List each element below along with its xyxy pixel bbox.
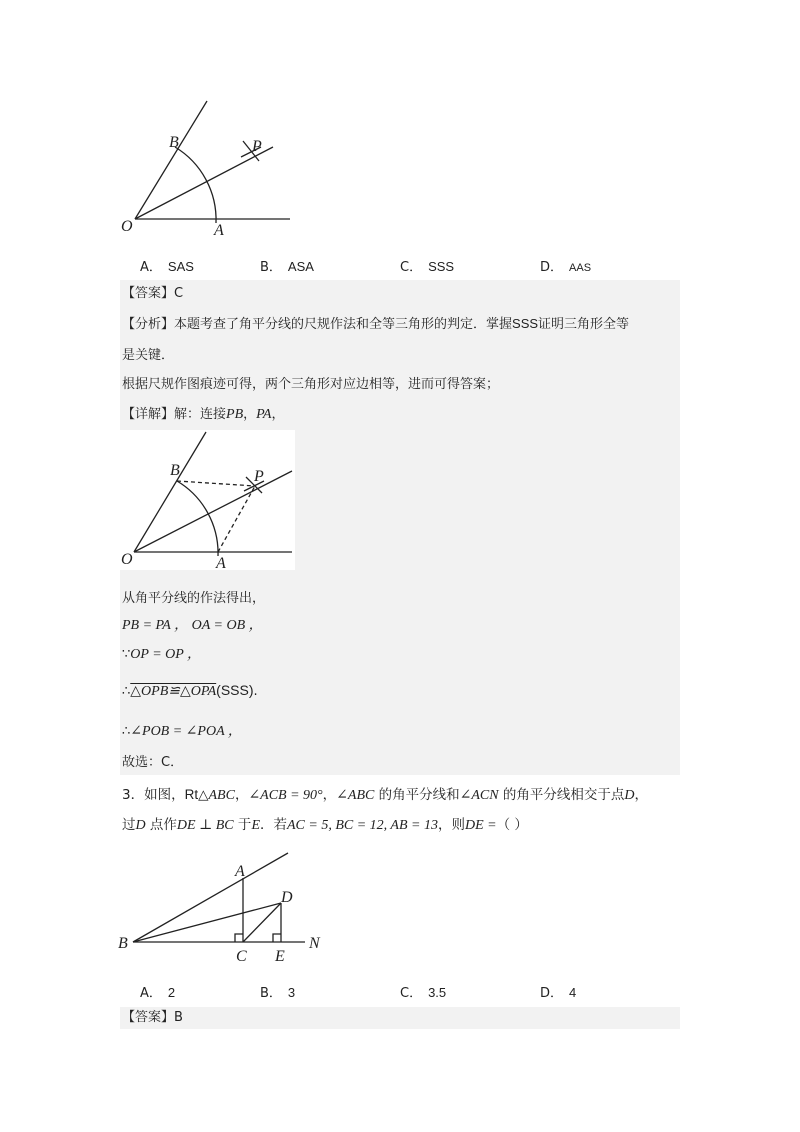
label-a: A [216, 555, 226, 570]
q2-step-2: PB = PA ， OA = OB ， [122, 618, 263, 633]
q2-option-c: C． SSS [400, 259, 455, 275]
q2-detail-line: 【详解】解：连接PB，PA， [122, 407, 285, 422]
q3-answer-block [120, 1007, 680, 1029]
arc-ab [175, 147, 216, 223]
q3-option-d: D． 4 [540, 985, 577, 1001]
line-cd [243, 903, 281, 942]
figure-triangle-bisectors [115, 848, 330, 968]
q2-analysis-line1: 【分析】本题考查了角平分线的尺规作法和全等三角形的判定．掌握SSS证明三角形全等 [122, 316, 630, 332]
label-e: E [275, 948, 285, 965]
q2-step-4: ∴△OPB≌△OPA(SSS). [122, 682, 258, 699]
label-b: B [170, 462, 180, 479]
label-o: O [121, 551, 133, 568]
line-ba [133, 853, 288, 942]
label-p: P [254, 468, 264, 485]
label-o: O [121, 218, 133, 235]
right-angle-c [235, 934, 243, 942]
label-b: B [169, 134, 179, 151]
q2-answer: 【答案】C [122, 286, 184, 301]
q2-step-1: 从角平分线的作法得出， [122, 591, 266, 606]
q3-stem-line2: 过D 点作DE ⊥ BC 于E．若AC = 5, BC = 12, AB = 13，则DE =（ ） [122, 817, 528, 833]
q2-step-3: ∵OP = OP ， [122, 647, 202, 662]
ray-ob [135, 101, 207, 219]
figure-angle-bisector-construction [115, 95, 315, 245]
q3-option-c: C． 3.5 [400, 985, 447, 1001]
q3-answer: 【答案】B [122, 1010, 183, 1025]
label-a: A [214, 222, 224, 239]
label-p: P [252, 138, 262, 155]
ray-op [135, 147, 273, 219]
right-angle-e [273, 934, 281, 942]
q2-step-5: ∴∠POB = ∠POA ， [122, 724, 242, 739]
q2-option-a: A． SAS [140, 259, 194, 275]
q2-analysis-line2: 是关键． [122, 348, 175, 363]
q3-option-a: A． 2 [140, 985, 176, 1001]
label-c: C [236, 948, 247, 965]
figure-construction-with-dashed-lines [120, 430, 295, 570]
q2-option-d: D． AAS [540, 260, 592, 275]
q3-stem-line1: 3．如图，Rt△ABC，∠ACB = 90°，∠ABC 的角平分线和∠ACN 的角平分线相交于点D， [122, 787, 649, 803]
q2-step-6: 故选：C． [122, 755, 184, 770]
label-b: B [118, 935, 128, 952]
q2-option-b: B． ASA [260, 259, 314, 275]
q2-analysis-line3: 根据尺规作图痕迹可得，两个三角形对应边相等，进而可得答案； [122, 377, 500, 392]
label-n: N [309, 935, 320, 952]
label-d: D [281, 889, 293, 906]
label-a: A [235, 863, 245, 880]
q3-option-b: B． 3 [260, 985, 296, 1001]
line-bd [133, 903, 281, 942]
